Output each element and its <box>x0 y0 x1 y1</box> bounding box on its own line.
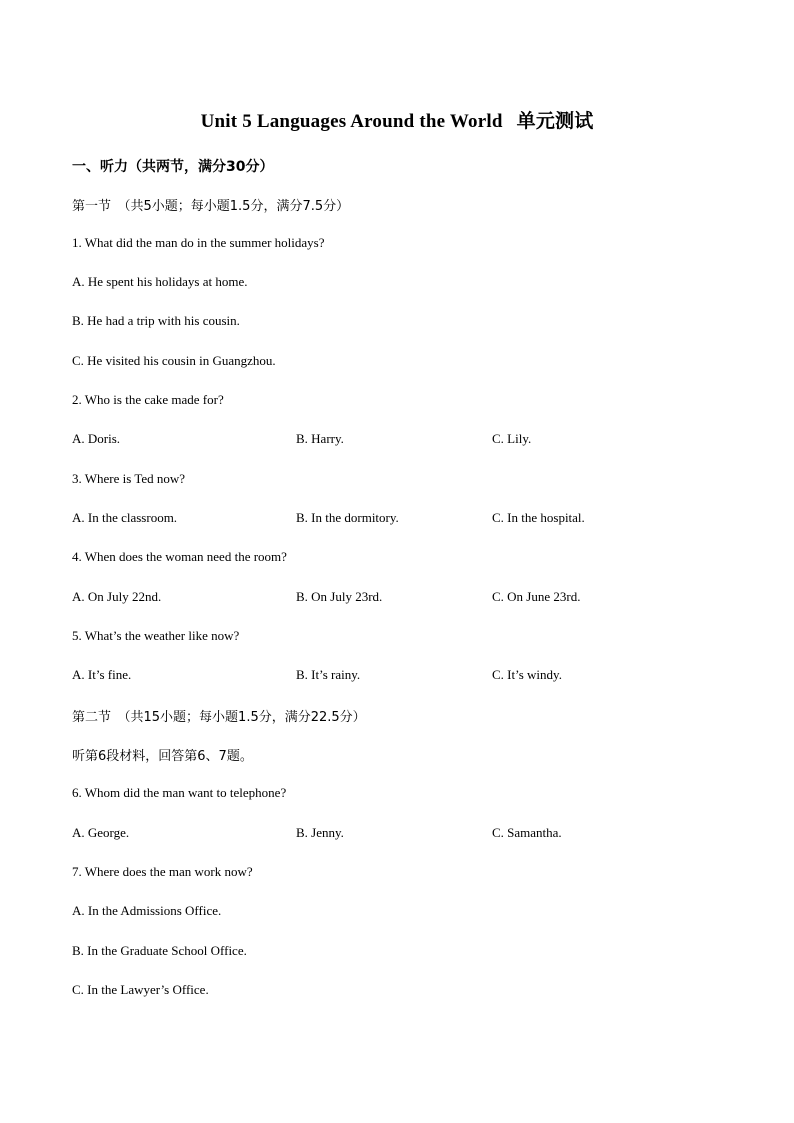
q4-options-row <box>72 589 722 607</box>
q2-options-row <box>72 431 722 449</box>
q1-option-b: B. He had a trip with his cousin. <box>72 313 240 328</box>
q7-option-c: C. In the Lawyer’s Office. <box>72 982 209 997</box>
q7-option-b: B. In the Graduate School Office. <box>72 943 247 958</box>
q3-option-b: B. In the dormitory. <box>296 510 399 525</box>
q4-option-b: B. On July 23rd. <box>296 589 383 604</box>
q5-option-a: A. It’s fine. <box>72 667 132 682</box>
q5-option-b: B. It’s rainy. <box>296 667 361 682</box>
q5-option-c: C. It’s windy. <box>492 667 562 682</box>
question-1: 1. What did the man do in the summer holidays? <box>72 235 325 250</box>
q6-option-a: A. George. <box>72 825 130 840</box>
q1-option-a: A. He spent his holidays at home. <box>72 274 248 289</box>
section1-heading: 第一节 （共5小题；每小题1.5分，满分7.5分） <box>72 199 350 214</box>
question-3: 3. Where is Ted now? <box>72 471 186 486</box>
title-cn: 单元测试 <box>516 111 594 132</box>
question-5: 5. What’s the weather like now? <box>72 628 240 643</box>
question-4: 4. When does the woman need the room? <box>72 549 287 564</box>
q3-options-row <box>72 510 722 528</box>
section2-instruction: 听第6段材料，回答第6、7题。 <box>72 749 253 764</box>
q6-option-c: C. Samantha. <box>492 825 562 840</box>
section2-heading: 第二节 （共15小题；每小题1.5分，满分22.5分） <box>72 710 366 725</box>
q6-option-b: B. Jenny. <box>296 825 344 840</box>
q2-option-a: A. Doris. <box>72 431 121 446</box>
q6-options-row <box>72 825 722 843</box>
question-6: 6. Whom did the man want to telephone? <box>72 785 287 800</box>
q3-option-a: A. In the classroom. <box>72 510 178 525</box>
q7-option-a: A. In the Admissions Office. <box>72 903 222 918</box>
q4-option-c: C. On June 23rd. <box>492 589 581 604</box>
part1-heading: 一、听力（共两节，满分30分） <box>72 159 274 175</box>
q3-option-c: C. In the hospital. <box>492 510 585 525</box>
question-7: 7. Where does the man work now? <box>72 864 253 879</box>
q2-option-b: B. Harry. <box>296 431 344 446</box>
question-2: 2. Who is the cake made for? <box>72 392 224 407</box>
page-title <box>0 106 794 133</box>
q5-options-row <box>72 667 722 685</box>
title-en: Unit 5 Languages Around the World <box>200 111 503 132</box>
q2-option-c: C. Lily. <box>492 431 532 446</box>
q4-option-a: A. On July 22nd. <box>72 589 162 604</box>
q1-option-c: C. He visited his cousin in Guangzhou. <box>72 353 276 368</box>
